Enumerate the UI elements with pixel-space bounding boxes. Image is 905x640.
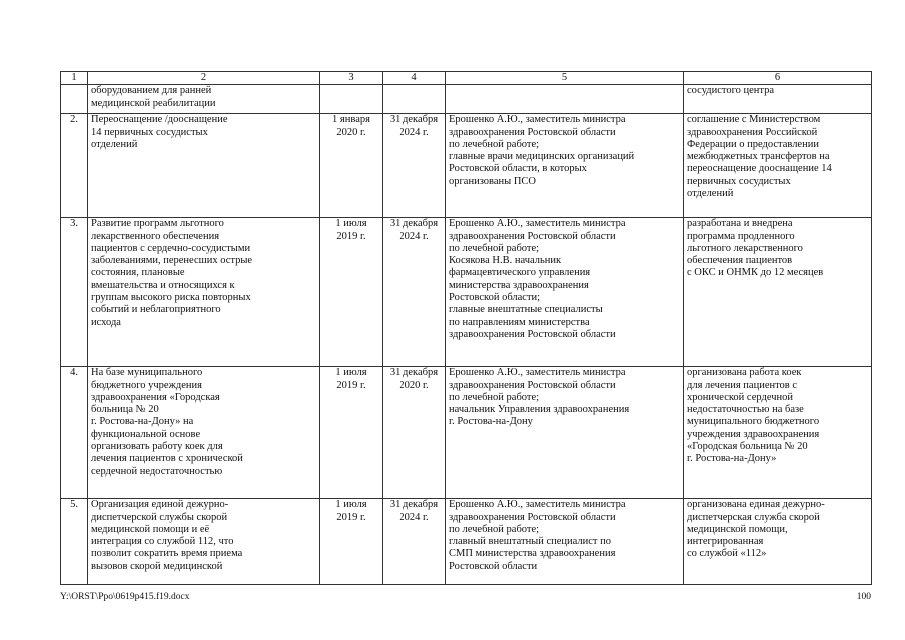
- start-date-cell: 1 января 2020 г.: [320, 114, 383, 218]
- measure-cell: Организация единой дежурно- диспетчерской службы скорой медицинской помощи и её интеграция со службой 112, что позволит сократить время приема вызовов скорой медицинской: [88, 499, 320, 585]
- start-date-cell: 1 июля 2019 г.: [320, 499, 383, 585]
- end-date-cell: 31 декабря 2024 г.: [383, 218, 446, 367]
- measure-cell: Развитие программ льготного лекарственного обеспечения пациентов с сердечно-сосудистыми заболеваниями, перенесших острые состояния, плановые вмешательства и относящихся к группам высокого риска повторных событий и неблагоприятного исхода: [88, 218, 320, 367]
- measure-cell: На базе муниципального бюджетного учреждения здравоохранения «Городская больница № 20 г. Ростова-на-Дону» на функциональной основе организовать работу коек для лечения пациентов с хронической сердечной недостаточностью: [88, 367, 320, 499]
- start-date-cell: [320, 85, 383, 114]
- measure-cell: Переоснащение /дооснащение 14 первичных сосудистых отделений: [88, 114, 320, 218]
- row-number-cell: [61, 85, 88, 114]
- end-date-cell: 31 декабря 2020 г.: [383, 367, 446, 499]
- header-cell: 4: [383, 72, 446, 85]
- row-number-cell: 4.: [61, 367, 88, 499]
- start-date-cell: 1 июля 2019 г.: [320, 218, 383, 367]
- row-number-cell: 5.: [61, 499, 88, 585]
- header-cell: 5: [446, 72, 684, 85]
- result-cell: разработана и внедрена программа продленного льготного лекарственного обеспечения пациентов с ОКС и ОНМК до 12 месяцев: [684, 218, 872, 367]
- file-path: Y:\ORST\Ppo\0619p415.f19.docx: [60, 592, 190, 602]
- end-date-cell: 31 декабря 2024 г.: [383, 114, 446, 218]
- row-number-cell: 3.: [61, 218, 88, 367]
- table-header-row: [61, 72, 872, 85]
- header-cell: 3: [320, 72, 383, 85]
- header-cell: 1: [61, 72, 88, 85]
- table-row: [61, 114, 872, 218]
- end-date-cell: [383, 85, 446, 114]
- result-cell: организована работа коек для лечения пациентов с хронической сердечной недостаточностью на базе муниципального бюджетного учреждения здравоохранения «Городская больница № 20 г. Ростова-на-Дону»: [684, 367, 872, 499]
- header-cell: 6: [684, 72, 872, 85]
- plan-table: [60, 71, 872, 585]
- responsible-cell: Ерошенко А.Ю., заместитель министра здравоохранения Ростовской области по лечебной работе; главный внештатный специалист по СМП министерства здравоохранения Ростовской области: [446, 499, 684, 585]
- table-row: [61, 499, 872, 585]
- responsible-cell: Ерошенко А.Ю., заместитель министра здравоохранения Ростовской области по лечебной работе; Косякова Н.В. начальник фармацевтического управления министерства здравоохранения Ростовской области; главные внештатные специалисты по направлениям министерства здравоохранения Ростовской области: [446, 218, 684, 367]
- table-row-continuation: [61, 85, 872, 114]
- measure-cell: оборудованием для ранней медицинской реабилитации: [88, 85, 320, 114]
- result-cell: соглашение с Министерством здравоохранения Российской Федерации о предоставлении межбюджетных трансфертов на переоснащение дооснащение 14 первичных сосудистых отделений: [684, 114, 872, 218]
- table-row: [61, 218, 872, 367]
- start-date-cell: 1 июля 2019 г.: [320, 367, 383, 499]
- responsible-cell: [446, 85, 684, 114]
- page-number: 100: [856, 592, 871, 602]
- result-cell: организована единая дежурно- диспетчерская служба скорой медицинской помощи, интегрированная со службой «112»: [684, 499, 872, 585]
- end-date-cell: 31 декабря 2024 г.: [383, 499, 446, 585]
- responsible-cell: Ерошенко А.Ю., заместитель министра здравоохранения Ростовской области по лечебной работе; главные врачи медицинских организаций Ростовской области, в которых организованы ПСО: [446, 114, 684, 218]
- result-cell: сосудистого центра: [684, 85, 872, 114]
- responsible-cell: Ерошенко А.Ю., заместитель министра здравоохранения Ростовской области по лечебной работе; начальник Управления здравоохранения г. Ростова-на-Дону: [446, 367, 684, 499]
- table-row: [61, 367, 872, 499]
- header-cell: 2: [88, 72, 320, 85]
- row-number-cell: 2.: [61, 114, 88, 218]
